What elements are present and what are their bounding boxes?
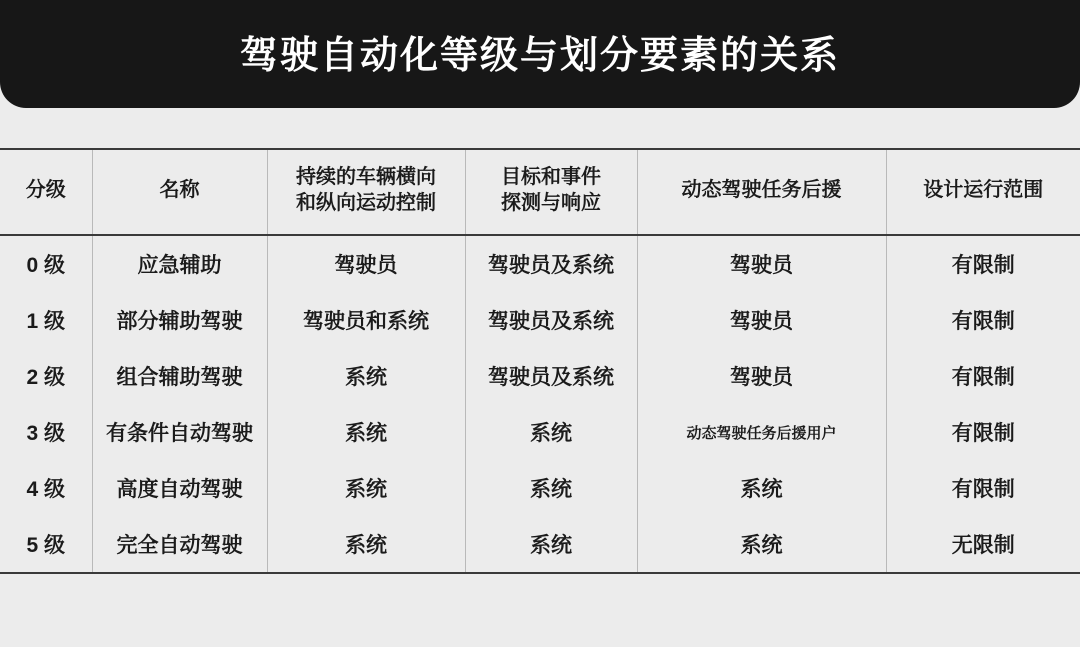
column-header-detection-line-1: 目标和事件 (501, 166, 601, 189)
table-row (0, 348, 1080, 404)
table-body (0, 235, 1080, 573)
table-header-row (0, 149, 1080, 235)
column-header-name-line-1: 名称 (159, 179, 200, 202)
cell-odd: 有限制 (886, 348, 1080, 404)
cell-name: 高度自动驾驶 (92, 460, 267, 516)
page-title: 驾驶自动化等级与划分要素的关系 (239, 35, 840, 77)
cell-fallback: 驾驶员 (637, 235, 886, 292)
column-header-odd (886, 149, 1080, 235)
cell-control: 系统 (267, 404, 465, 460)
cell-odd: 无限制 (886, 516, 1080, 573)
cell-control: 系统 (267, 460, 465, 516)
cell-name: 部分辅助驾驶 (92, 292, 267, 348)
cell-level: 3 级 (0, 404, 92, 460)
table-container (0, 148, 1080, 574)
cell-control: 驾驶员 (267, 235, 465, 292)
table-row (0, 460, 1080, 516)
cell-odd: 有限制 (886, 404, 1080, 460)
column-header-odd-line-1: 设计运行范围 (923, 179, 1044, 202)
table-row (0, 404, 1080, 460)
cell-odd: 有限制 (886, 235, 1080, 292)
cell-detection: 系统 (465, 516, 637, 573)
cell-fallback: 动态驾驶任务后援用户 (637, 404, 886, 460)
cell-detection: 系统 (465, 404, 637, 460)
cell-fallback: 系统 (637, 460, 886, 516)
column-header-control-line-1: 持续的车辆横向 (296, 166, 436, 189)
cell-detection: 驾驶员及系统 (465, 292, 637, 348)
column-header-level (0, 149, 92, 235)
cell-fallback: 驾驶员 (637, 348, 886, 404)
cell-control: 系统 (267, 348, 465, 404)
cell-name: 组合辅助驾驶 (92, 348, 267, 404)
cell-fallback: 系统 (637, 516, 886, 573)
column-header-control (267, 149, 465, 235)
cell-name: 完全自动驾驶 (92, 516, 267, 573)
cell-level: 2 级 (0, 348, 92, 404)
automation-levels-table (0, 148, 1080, 574)
column-header-control-line-2: 和纵向运动控制 (296, 192, 436, 214)
cell-level: 5 级 (0, 516, 92, 573)
cell-detection: 驾驶员及系统 (465, 348, 637, 404)
cell-name: 应急辅助 (92, 235, 267, 292)
cell-control: 系统 (267, 516, 465, 573)
cell-control: 驾驶员和系统 (267, 292, 465, 348)
cell-odd: 有限制 (886, 292, 1080, 348)
table-header (0, 149, 1080, 235)
cell-level: 4 级 (0, 460, 92, 516)
table-row (0, 235, 1080, 292)
cell-name: 有条件自动驾驶 (92, 404, 267, 460)
table-row (0, 292, 1080, 348)
cell-odd: 有限制 (886, 460, 1080, 516)
column-header-detection (465, 149, 637, 235)
title-banner (0, 0, 1080, 108)
table-row (0, 516, 1080, 573)
cell-fallback: 驾驶员 (637, 292, 886, 348)
column-header-detection-line-2: 探测与响应 (501, 192, 601, 214)
cell-detection: 驾驶员及系统 (465, 235, 637, 292)
cell-detection: 系统 (465, 460, 637, 516)
column-header-level-line-1: 分级 (25, 179, 66, 202)
cell-level: 0 级 (0, 235, 92, 292)
cell-level: 1 级 (0, 292, 92, 348)
column-header-fallback (637, 149, 886, 235)
column-header-name (92, 149, 267, 235)
column-header-fallback-line-1: 动态驾驶任务后援 (681, 179, 842, 202)
